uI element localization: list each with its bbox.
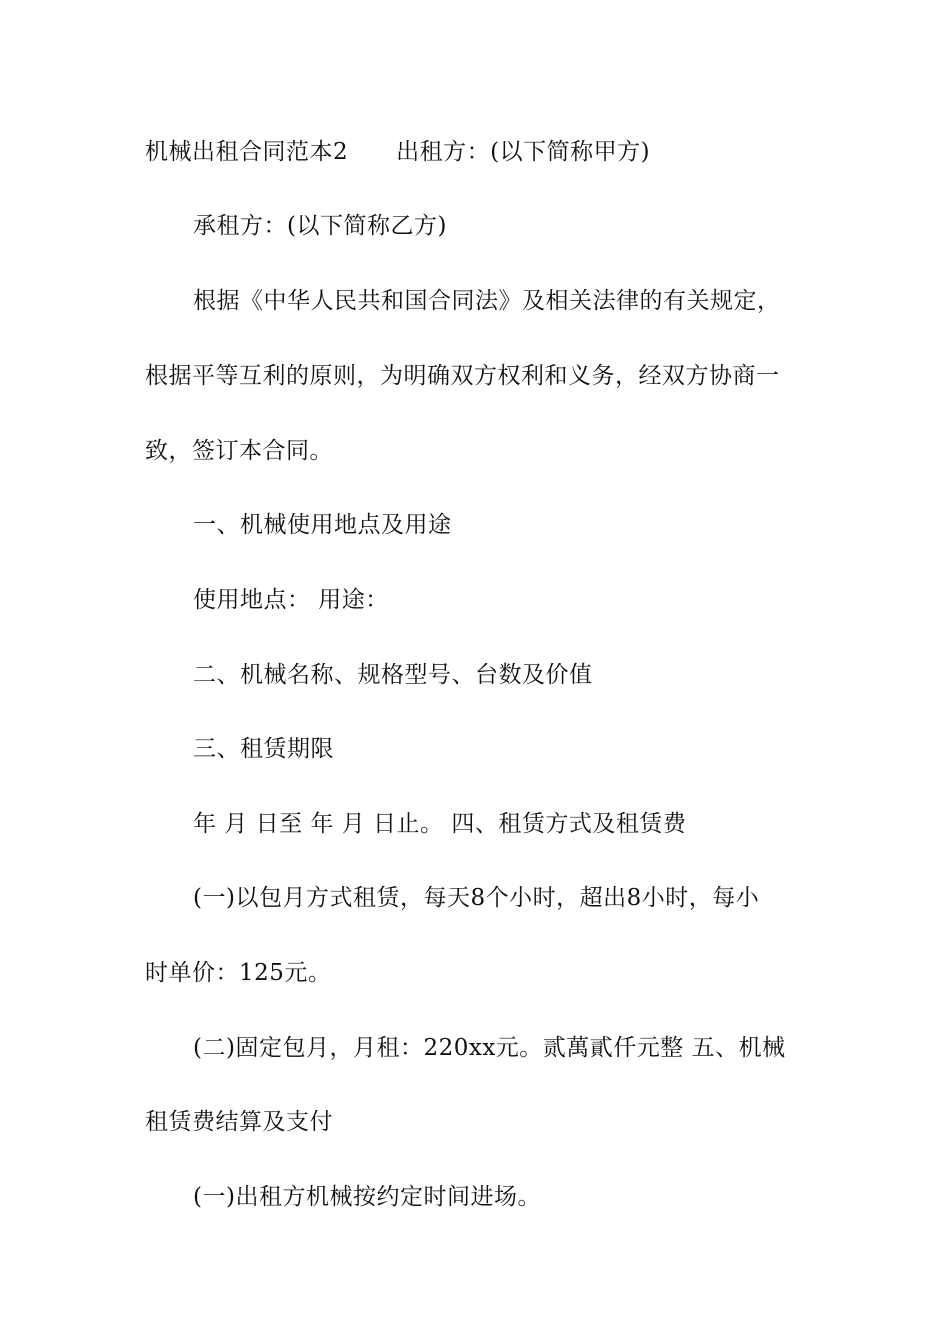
lessor-label: 出租方：(以下简称甲方) xyxy=(396,139,651,165)
paragraph-line: 根据《中华人民共和国合同法》及相关法律的有关规定， xyxy=(193,288,781,314)
paragraph-line: 根据平等互利的原则，为明确双方权利和义务，经双方协商一 xyxy=(145,363,780,389)
lease-term-line: 年 月 日至 年 月 日止。 四、租赁方式及租赁费 xyxy=(193,811,687,837)
paragraph-line: (一)以包月方式租赁，每天8个小时，超出8小时，每小 xyxy=(193,885,760,911)
paragraph-line: (二)固定包月，月租：220xx元。贰萬貳仟元整 五、机械 xyxy=(193,1035,786,1061)
section-heading-3: 三、租赁期限 xyxy=(193,736,334,762)
section-heading-2: 二、机械名称、规格型号、台数及价值 xyxy=(193,662,593,688)
document-title: 机械出租合同范本2 xyxy=(145,139,349,165)
section-heading-1: 一、机械使用地点及用途 xyxy=(193,512,452,538)
paragraph-line: 租赁费结算及支付 xyxy=(145,1109,333,1135)
document-title-line xyxy=(145,137,810,167)
paragraph-line: 时单价：125元。 xyxy=(145,960,332,986)
usage-location-line: 使用地点： 用途： xyxy=(193,587,389,613)
paragraph-line: 致，签订本合同。 xyxy=(145,438,333,464)
paragraph-line: (一)出租方机械按约定时间进场。 xyxy=(193,1184,541,1210)
lessee-label: 承租方：(以下简称乙方) xyxy=(193,213,447,239)
